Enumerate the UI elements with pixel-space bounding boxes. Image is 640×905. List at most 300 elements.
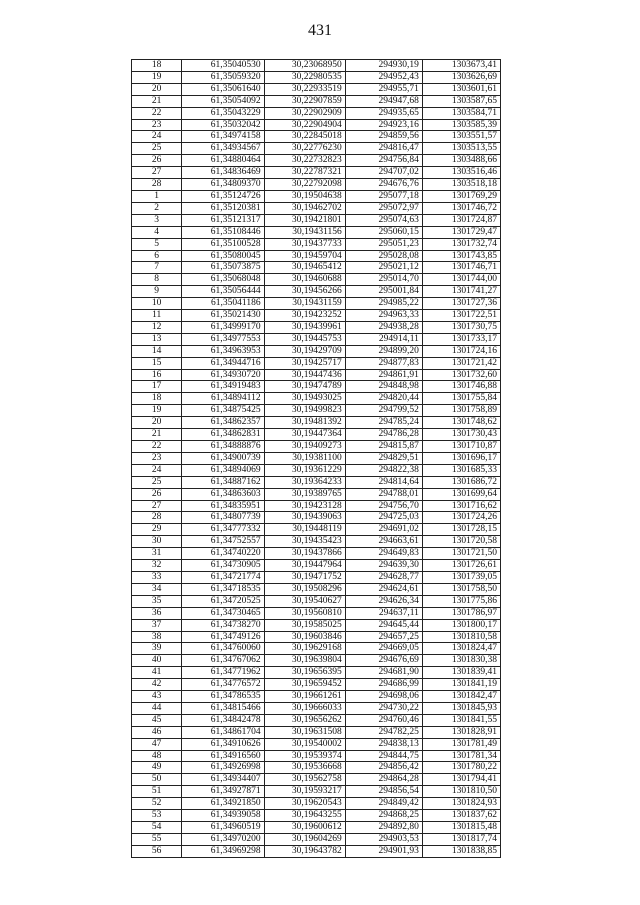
y-coordinate-cell: 1301699,64 [422, 488, 500, 500]
longitude-cell: 30,19439961 [264, 321, 345, 333]
y-coordinate-cell: 1301824,47 [422, 643, 500, 655]
longitude-cell: 30,19431156 [264, 226, 345, 238]
table-row [132, 679, 501, 691]
y-coordinate-cell: 1303626,69 [422, 71, 500, 83]
x-coordinate-cell: 295077,18 [345, 190, 422, 202]
y-coordinate-cell: 1301686,72 [422, 476, 500, 488]
x-coordinate-cell: 294930,19 [345, 60, 422, 72]
point-number-cell: 28 [132, 512, 182, 524]
point-number-cell: 30 [132, 536, 182, 548]
longitude-cell: 30,19456266 [264, 286, 345, 298]
latitude-cell: 61,34934567 [182, 143, 264, 155]
latitude-cell: 61,34815466 [182, 702, 264, 714]
x-coordinate-cell: 294877,83 [345, 357, 422, 369]
x-coordinate-cell: 294848,98 [345, 381, 422, 393]
latitude-cell: 61,34974158 [182, 131, 264, 143]
table-row [132, 762, 501, 774]
x-coordinate-cell: 294663,61 [345, 536, 422, 548]
point-number-cell: 23 [132, 452, 182, 464]
longitude-cell: 30,19603846 [264, 631, 345, 643]
point-number-cell: 7 [132, 262, 182, 274]
longitude-cell: 30,19639804 [264, 655, 345, 667]
x-coordinate-cell: 294756,70 [345, 500, 422, 512]
table-row [132, 714, 501, 726]
x-coordinate-cell: 294952,43 [345, 71, 422, 83]
table-row [132, 738, 501, 750]
point-number-cell: 41 [132, 667, 182, 679]
table-row [132, 238, 501, 250]
x-coordinate-cell: 294676,76 [345, 179, 422, 191]
point-number-cell: 52 [132, 798, 182, 810]
latitude-cell: 61,34767062 [182, 655, 264, 667]
latitude-cell: 61,34977553 [182, 333, 264, 345]
latitude-cell: 61,34960519 [182, 822, 264, 834]
y-coordinate-cell: 1301839,41 [422, 667, 500, 679]
latitude-cell: 61,35100528 [182, 238, 264, 250]
latitude-cell: 61,34835951 [182, 500, 264, 512]
point-number-cell: 36 [132, 607, 182, 619]
table-row [132, 71, 501, 83]
longitude-cell: 30,19447436 [264, 369, 345, 381]
x-coordinate-cell: 294856,42 [345, 762, 422, 774]
point-number-cell: 21 [132, 95, 182, 107]
longitude-cell: 30,22776230 [264, 143, 345, 155]
point-number-cell: 20 [132, 417, 182, 429]
longitude-cell: 30,19620543 [264, 798, 345, 810]
point-number-cell: 49 [132, 762, 182, 774]
table-row [132, 143, 501, 155]
x-coordinate-cell: 294657,25 [345, 631, 422, 643]
table-row [132, 691, 501, 703]
latitude-cell: 61,34720525 [182, 595, 264, 607]
point-number-cell: 13 [132, 333, 182, 345]
x-coordinate-cell: 294624,61 [345, 583, 422, 595]
x-coordinate-cell: 294935,65 [345, 107, 422, 119]
latitude-cell: 61,34999170 [182, 321, 264, 333]
x-coordinate-cell: 295074,63 [345, 214, 422, 226]
y-coordinate-cell: 1301775,86 [422, 595, 500, 607]
x-coordinate-cell: 294914,11 [345, 333, 422, 345]
longitude-cell: 30,19536668 [264, 762, 345, 774]
table-row [132, 405, 501, 417]
latitude-cell: 61,34888876 [182, 441, 264, 453]
point-number-cell: 3 [132, 214, 182, 226]
point-number-cell: 48 [132, 750, 182, 762]
latitude-cell: 61,34752557 [182, 536, 264, 548]
table-row [132, 560, 501, 572]
y-coordinate-cell: 1301685,33 [422, 464, 500, 476]
point-number-cell: 25 [132, 476, 182, 488]
table-row [132, 321, 501, 333]
longitude-cell: 30,19462702 [264, 202, 345, 214]
table-row [132, 429, 501, 441]
latitude-cell: 61,34836469 [182, 167, 264, 179]
x-coordinate-cell: 294676,69 [345, 655, 422, 667]
latitude-cell: 61,35080045 [182, 250, 264, 262]
longitude-cell: 30,19656395 [264, 667, 345, 679]
y-coordinate-cell: 1301758,50 [422, 583, 500, 595]
y-coordinate-cell: 1301744,00 [422, 274, 500, 286]
latitude-cell: 61,34740220 [182, 548, 264, 560]
longitude-cell: 30,19656262 [264, 714, 345, 726]
latitude-cell: 61,34809370 [182, 179, 264, 191]
longitude-cell: 30,22904904 [264, 119, 345, 131]
y-coordinate-cell: 1301743,85 [422, 250, 500, 262]
x-coordinate-cell: 294938,28 [345, 321, 422, 333]
x-coordinate-cell: 294849,42 [345, 798, 422, 810]
x-coordinate-cell: 294639,30 [345, 560, 422, 572]
y-coordinate-cell: 1301739,05 [422, 571, 500, 583]
longitude-cell: 30,22980535 [264, 71, 345, 83]
x-coordinate-cell: 294861,91 [345, 369, 422, 381]
point-number-cell: 24 [132, 131, 182, 143]
y-coordinate-cell: 1301781,49 [422, 738, 500, 750]
y-coordinate-cell: 1301830,38 [422, 655, 500, 667]
x-coordinate-cell: 294698,06 [345, 691, 422, 703]
table-row [132, 726, 501, 738]
longitude-cell: 30,23068950 [264, 60, 345, 72]
longitude-cell: 30,19423252 [264, 310, 345, 322]
latitude-cell: 61,34730465 [182, 607, 264, 619]
point-number-cell: 34 [132, 583, 182, 595]
latitude-cell: 61,34718535 [182, 583, 264, 595]
longitude-cell: 30,19481392 [264, 417, 345, 429]
table-row [132, 536, 501, 548]
latitude-cell: 61,34900739 [182, 452, 264, 464]
y-coordinate-cell: 1301841,55 [422, 714, 500, 726]
point-number-cell: 27 [132, 500, 182, 512]
y-coordinate-cell: 1301837,62 [422, 810, 500, 822]
y-coordinate-cell: 1301721,42 [422, 357, 500, 369]
table-row [132, 119, 501, 131]
point-number-cell: 2 [132, 202, 182, 214]
y-coordinate-cell: 1301781,34 [422, 750, 500, 762]
longitude-cell: 30,19364233 [264, 476, 345, 488]
latitude-cell: 61,35124726 [182, 190, 264, 202]
x-coordinate-cell: 294707,02 [345, 167, 422, 179]
table-row [132, 774, 501, 786]
y-coordinate-cell: 1301732,60 [422, 369, 500, 381]
latitude-cell: 61,34776572 [182, 679, 264, 691]
longitude-cell: 30,19666033 [264, 702, 345, 714]
table-row [132, 226, 501, 238]
table-row [132, 441, 501, 453]
table-row [132, 512, 501, 524]
y-coordinate-cell: 1301720,58 [422, 536, 500, 548]
x-coordinate-cell: 295014,70 [345, 274, 422, 286]
point-number-cell: 33 [132, 571, 182, 583]
longitude-cell: 30,19508296 [264, 583, 345, 595]
latitude-cell: 61,34894069 [182, 464, 264, 476]
point-number-cell: 26 [132, 155, 182, 167]
table-row [132, 643, 501, 655]
point-number-cell: 17 [132, 381, 182, 393]
x-coordinate-cell: 294649,83 [345, 548, 422, 560]
y-coordinate-cell: 1301748,62 [422, 417, 500, 429]
longitude-cell: 30,19361229 [264, 464, 345, 476]
longitude-cell: 30,22792098 [264, 179, 345, 191]
x-coordinate-cell: 294691,02 [345, 524, 422, 536]
y-coordinate-cell: 1301721,50 [422, 548, 500, 560]
latitude-cell: 61,34969298 [182, 845, 264, 857]
y-coordinate-cell: 1301780,22 [422, 762, 500, 774]
longitude-cell: 30,19474789 [264, 381, 345, 393]
coordinates-table-body [132, 60, 501, 858]
longitude-cell: 30,19539374 [264, 750, 345, 762]
latitude-cell: 61,34963953 [182, 345, 264, 357]
x-coordinate-cell: 294903,53 [345, 833, 422, 845]
table-row [132, 381, 501, 393]
y-coordinate-cell: 1301794,41 [422, 774, 500, 786]
y-coordinate-cell: 1303584,71 [422, 107, 500, 119]
point-number-cell: 51 [132, 786, 182, 798]
latitude-cell: 61,35043229 [182, 107, 264, 119]
x-coordinate-cell: 294782,25 [345, 726, 422, 738]
x-coordinate-cell: 294820,44 [345, 393, 422, 405]
x-coordinate-cell: 294985,22 [345, 298, 422, 310]
latitude-cell: 61,34934407 [182, 774, 264, 786]
table-row [132, 750, 501, 762]
y-coordinate-cell: 1301722,51 [422, 310, 500, 322]
latitude-cell: 61,35068048 [182, 274, 264, 286]
point-number-cell: 28 [132, 179, 182, 191]
longitude-cell: 30,19643782 [264, 845, 345, 857]
latitude-cell: 61,34887162 [182, 476, 264, 488]
longitude-cell: 30,19471752 [264, 571, 345, 583]
x-coordinate-cell: 294815,87 [345, 441, 422, 453]
x-coordinate-cell: 294955,71 [345, 83, 422, 95]
table-row [132, 262, 501, 274]
y-coordinate-cell: 1301746,88 [422, 381, 500, 393]
point-number-cell: 54 [132, 822, 182, 834]
longitude-cell: 30,19560810 [264, 607, 345, 619]
longitude-cell: 30,22907859 [264, 95, 345, 107]
latitude-cell: 61,34861704 [182, 726, 264, 738]
y-coordinate-cell: 1301727,36 [422, 298, 500, 310]
y-coordinate-cell: 1301842,47 [422, 691, 500, 703]
y-coordinate-cell: 1301841,19 [422, 679, 500, 691]
point-number-cell: 18 [132, 393, 182, 405]
y-coordinate-cell: 1301758,89 [422, 405, 500, 417]
longitude-cell: 30,19381100 [264, 452, 345, 464]
point-number-cell: 42 [132, 679, 182, 691]
longitude-cell: 30,19439063 [264, 512, 345, 524]
y-coordinate-cell: 1303587,65 [422, 95, 500, 107]
point-number-cell: 22 [132, 107, 182, 119]
x-coordinate-cell: 295060,15 [345, 226, 422, 238]
table-row [132, 345, 501, 357]
y-coordinate-cell: 1301729,47 [422, 226, 500, 238]
y-coordinate-cell: 1303601,61 [422, 83, 500, 95]
longitude-cell: 30,19448119 [264, 524, 345, 536]
table-row [132, 595, 501, 607]
y-coordinate-cell: 1303551,57 [422, 131, 500, 143]
y-coordinate-cell: 1301845,93 [422, 702, 500, 714]
latitude-cell: 61,34875425 [182, 405, 264, 417]
point-number-cell: 50 [132, 774, 182, 786]
table-row [132, 167, 501, 179]
table-row [132, 202, 501, 214]
longitude-cell: 30,19631508 [264, 726, 345, 738]
point-number-cell: 31 [132, 548, 182, 560]
y-coordinate-cell: 1301810,58 [422, 631, 500, 643]
point-number-cell: 46 [132, 726, 182, 738]
point-number-cell: 16 [132, 369, 182, 381]
page-number: 431 [308, 22, 332, 39]
point-number-cell: 32 [132, 560, 182, 572]
latitude-cell: 61,34970200 [182, 833, 264, 845]
y-coordinate-cell: 1301810,50 [422, 786, 500, 798]
x-coordinate-cell: 294760,46 [345, 714, 422, 726]
table-row [132, 452, 501, 464]
x-coordinate-cell: 294822,38 [345, 464, 422, 476]
longitude-cell: 30,19459704 [264, 250, 345, 262]
longitude-cell: 30,19389765 [264, 488, 345, 500]
table-row [132, 524, 501, 536]
x-coordinate-cell: 295072,97 [345, 202, 422, 214]
point-number-cell: 19 [132, 71, 182, 83]
longitude-cell: 30,19460688 [264, 274, 345, 286]
point-number-cell: 26 [132, 488, 182, 500]
y-coordinate-cell: 1301732,74 [422, 238, 500, 250]
y-coordinate-cell: 1301838,85 [422, 845, 500, 857]
point-number-cell: 18 [132, 60, 182, 72]
x-coordinate-cell: 294963,33 [345, 310, 422, 322]
point-number-cell: 19 [132, 405, 182, 417]
point-number-cell: 29 [132, 524, 182, 536]
longitude-cell: 30,19435423 [264, 536, 345, 548]
longitude-cell: 30,22933519 [264, 83, 345, 95]
point-number-cell: 35 [132, 595, 182, 607]
table-row [132, 95, 501, 107]
point-number-cell: 5 [132, 238, 182, 250]
point-number-cell: 15 [132, 357, 182, 369]
x-coordinate-cell: 294788,01 [345, 488, 422, 500]
y-coordinate-cell: 1301724,87 [422, 214, 500, 226]
table-row [132, 810, 501, 822]
point-number-cell: 37 [132, 619, 182, 631]
y-coordinate-cell: 1301733,17 [422, 333, 500, 345]
table-row [132, 488, 501, 500]
point-number-cell: 6 [132, 250, 182, 262]
point-number-cell: 53 [132, 810, 182, 822]
latitude-cell: 61,35040530 [182, 60, 264, 72]
x-coordinate-cell: 294686,99 [345, 679, 422, 691]
longitude-cell: 30,19600612 [264, 822, 345, 834]
point-number-cell: 22 [132, 441, 182, 453]
x-coordinate-cell: 294892,80 [345, 822, 422, 834]
x-coordinate-cell: 294868,25 [345, 810, 422, 822]
table-row [132, 845, 501, 857]
latitude-cell: 61,34807739 [182, 512, 264, 524]
longitude-cell: 30,19445753 [264, 333, 345, 345]
latitude-cell: 61,34730905 [182, 560, 264, 572]
y-coordinate-cell: 1301730,43 [422, 429, 500, 441]
x-coordinate-cell: 294637,11 [345, 607, 422, 619]
longitude-cell: 30,19493025 [264, 393, 345, 405]
point-number-cell: 56 [132, 845, 182, 857]
x-coordinate-cell: 294856,54 [345, 786, 422, 798]
longitude-cell: 30,19447364 [264, 429, 345, 441]
table-row [132, 190, 501, 202]
table-row [132, 631, 501, 643]
latitude-cell: 61,34863603 [182, 488, 264, 500]
longitude-cell: 30,19643255 [264, 810, 345, 822]
x-coordinate-cell: 294681,90 [345, 667, 422, 679]
x-coordinate-cell: 295021,12 [345, 262, 422, 274]
y-coordinate-cell: 1301755,84 [422, 393, 500, 405]
table-row [132, 500, 501, 512]
table-row [132, 393, 501, 405]
x-coordinate-cell: 294786,28 [345, 429, 422, 441]
point-number-cell: 39 [132, 643, 182, 655]
y-coordinate-cell: 1301815,48 [422, 822, 500, 834]
x-coordinate-cell: 294901,93 [345, 845, 422, 857]
y-coordinate-cell: 1301726,61 [422, 560, 500, 572]
longitude-cell: 30,22902909 [264, 107, 345, 119]
y-coordinate-cell: 1303488,66 [422, 155, 500, 167]
x-coordinate-cell: 294838,13 [345, 738, 422, 750]
y-coordinate-cell: 1301728,15 [422, 524, 500, 536]
latitude-cell: 61,35121317 [182, 214, 264, 226]
latitude-cell: 61,34927871 [182, 786, 264, 798]
table-row [132, 333, 501, 345]
table-row [132, 571, 501, 583]
table-row [132, 357, 501, 369]
latitude-cell: 61,34921850 [182, 798, 264, 810]
y-coordinate-cell: 1301746,72 [422, 202, 500, 214]
latitude-cell: 61,34944716 [182, 357, 264, 369]
table-row [132, 833, 501, 845]
longitude-cell: 30,19437866 [264, 548, 345, 560]
point-number-cell: 20 [132, 83, 182, 95]
longitude-cell: 30,22845018 [264, 131, 345, 143]
x-coordinate-cell: 294947,68 [345, 95, 422, 107]
longitude-cell: 30,19437733 [264, 238, 345, 250]
y-coordinate-cell: 1301824,93 [422, 798, 500, 810]
table-row [132, 607, 501, 619]
x-coordinate-cell: 294816,47 [345, 143, 422, 155]
point-number-cell: 11 [132, 310, 182, 322]
table-row [132, 667, 501, 679]
y-coordinate-cell: 1301710,87 [422, 441, 500, 453]
table-row [132, 298, 501, 310]
x-coordinate-cell: 294756,84 [345, 155, 422, 167]
latitude-cell: 61,35108446 [182, 226, 264, 238]
latitude-cell: 61,35032042 [182, 119, 264, 131]
latitude-cell: 61,34721774 [182, 571, 264, 583]
x-coordinate-cell: 294725,03 [345, 512, 422, 524]
table-row [132, 274, 501, 286]
longitude-cell: 30,19659452 [264, 679, 345, 691]
point-number-cell: 9 [132, 286, 182, 298]
point-number-cell: 55 [132, 833, 182, 845]
latitude-cell: 61,35073875 [182, 262, 264, 274]
table-row [132, 619, 501, 631]
table-row [132, 476, 501, 488]
longitude-cell: 30,22787321 [264, 167, 345, 179]
table-row [132, 583, 501, 595]
table-row [132, 60, 501, 72]
point-number-cell: 21 [132, 429, 182, 441]
y-coordinate-cell: 1301730,75 [422, 321, 500, 333]
table-row [132, 250, 501, 262]
table-row [132, 655, 501, 667]
longitude-cell: 30,19661261 [264, 691, 345, 703]
x-coordinate-cell: 294628,77 [345, 571, 422, 583]
longitude-cell: 30,19585025 [264, 619, 345, 631]
table-row [132, 822, 501, 834]
